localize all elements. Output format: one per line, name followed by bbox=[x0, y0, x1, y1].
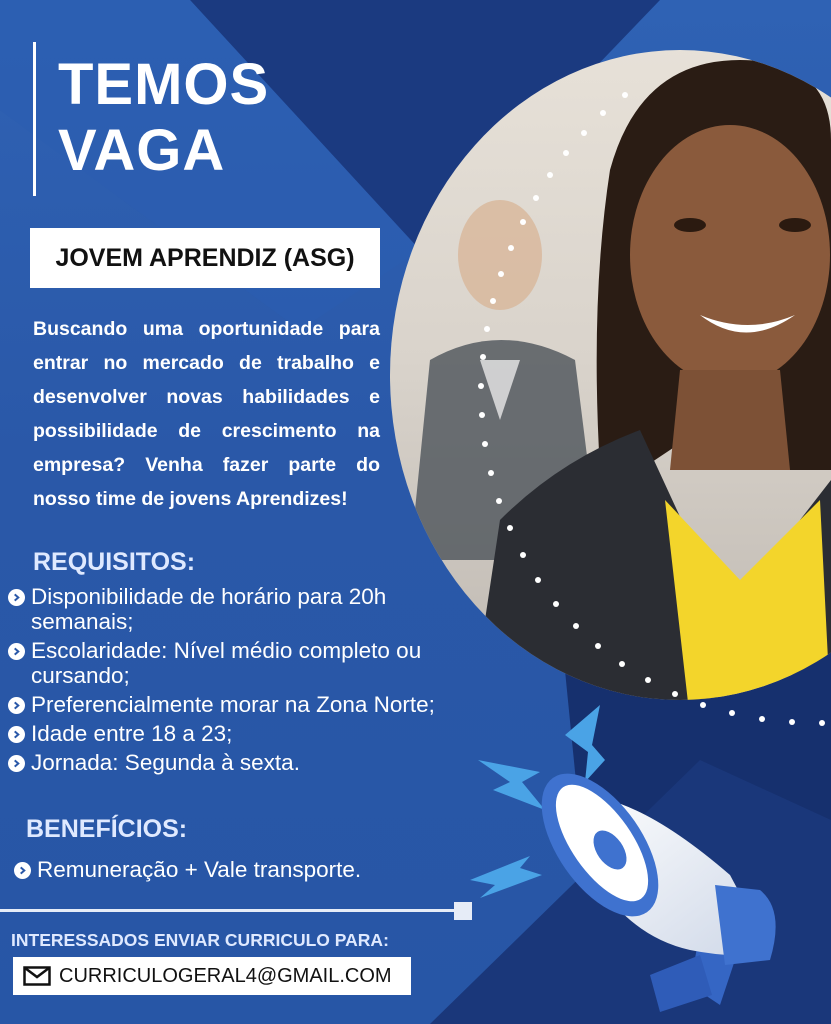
requirement-text: Jornada: Segunda à sexta. bbox=[31, 750, 300, 775]
requirement-text: Escolaridade: Nível médio completo ou cursando; bbox=[31, 638, 422, 688]
chevron-right-icon bbox=[8, 589, 25, 606]
requirement-text: Idade entre 18 a 23; bbox=[31, 721, 233, 746]
divider-square bbox=[454, 902, 472, 920]
benefit-text: Remuneração + Vale transporte. bbox=[37, 857, 362, 882]
chevron-right-icon bbox=[14, 862, 31, 879]
envelope-icon bbox=[23, 966, 51, 986]
chevron-right-icon bbox=[8, 755, 25, 772]
requirement-text: Disponibilidade de horário para 20h semanais; bbox=[31, 584, 387, 634]
lightning-bolt-icon bbox=[470, 856, 542, 898]
chevron-right-icon bbox=[8, 726, 25, 743]
title-accent-line bbox=[33, 42, 36, 196]
divider-line bbox=[0, 909, 462, 912]
position-title: JOVEM APRENDIZ (ASG) bbox=[55, 243, 355, 272]
lightning-bolt-icon bbox=[478, 760, 545, 810]
contact-label: INTERESSADOS ENVIAR CURRICULO PARA: bbox=[11, 930, 389, 950]
requirements-list bbox=[8, 584, 488, 779]
chevron-right-icon bbox=[8, 643, 25, 660]
headline-line-2: VAGA bbox=[58, 118, 226, 183]
benefits-heading: BENEFÍCIOS: bbox=[26, 815, 188, 843]
headline bbox=[58, 52, 269, 184]
benefits-list bbox=[14, 857, 464, 886]
list-item bbox=[8, 721, 488, 746]
chevron-right-icon bbox=[8, 697, 25, 714]
email-address[interactable]: CURRICULOGERAL4@GMAIL.COM bbox=[59, 964, 392, 987]
list-item bbox=[8, 750, 488, 775]
list-item bbox=[8, 584, 488, 634]
intro-text: Buscando uma oportunidade para entrar no mercado de trabalho e desenvolver novas habilidades e possibilidade de crescimento na empresa? Venha fazer parte do nosso time de jovens Aprendizes! bbox=[33, 318, 380, 510]
email-box[interactable] bbox=[13, 957, 411, 995]
list-item bbox=[8, 692, 488, 717]
list-item bbox=[14, 857, 464, 882]
list-item bbox=[8, 638, 488, 688]
requirement-text: Preferencialmente morar na Zona Norte; bbox=[31, 692, 435, 717]
requirements-heading: REQUISITOS: bbox=[33, 548, 196, 576]
position-badge bbox=[30, 228, 380, 288]
headline-line-1: TEMOS bbox=[58, 52, 270, 117]
